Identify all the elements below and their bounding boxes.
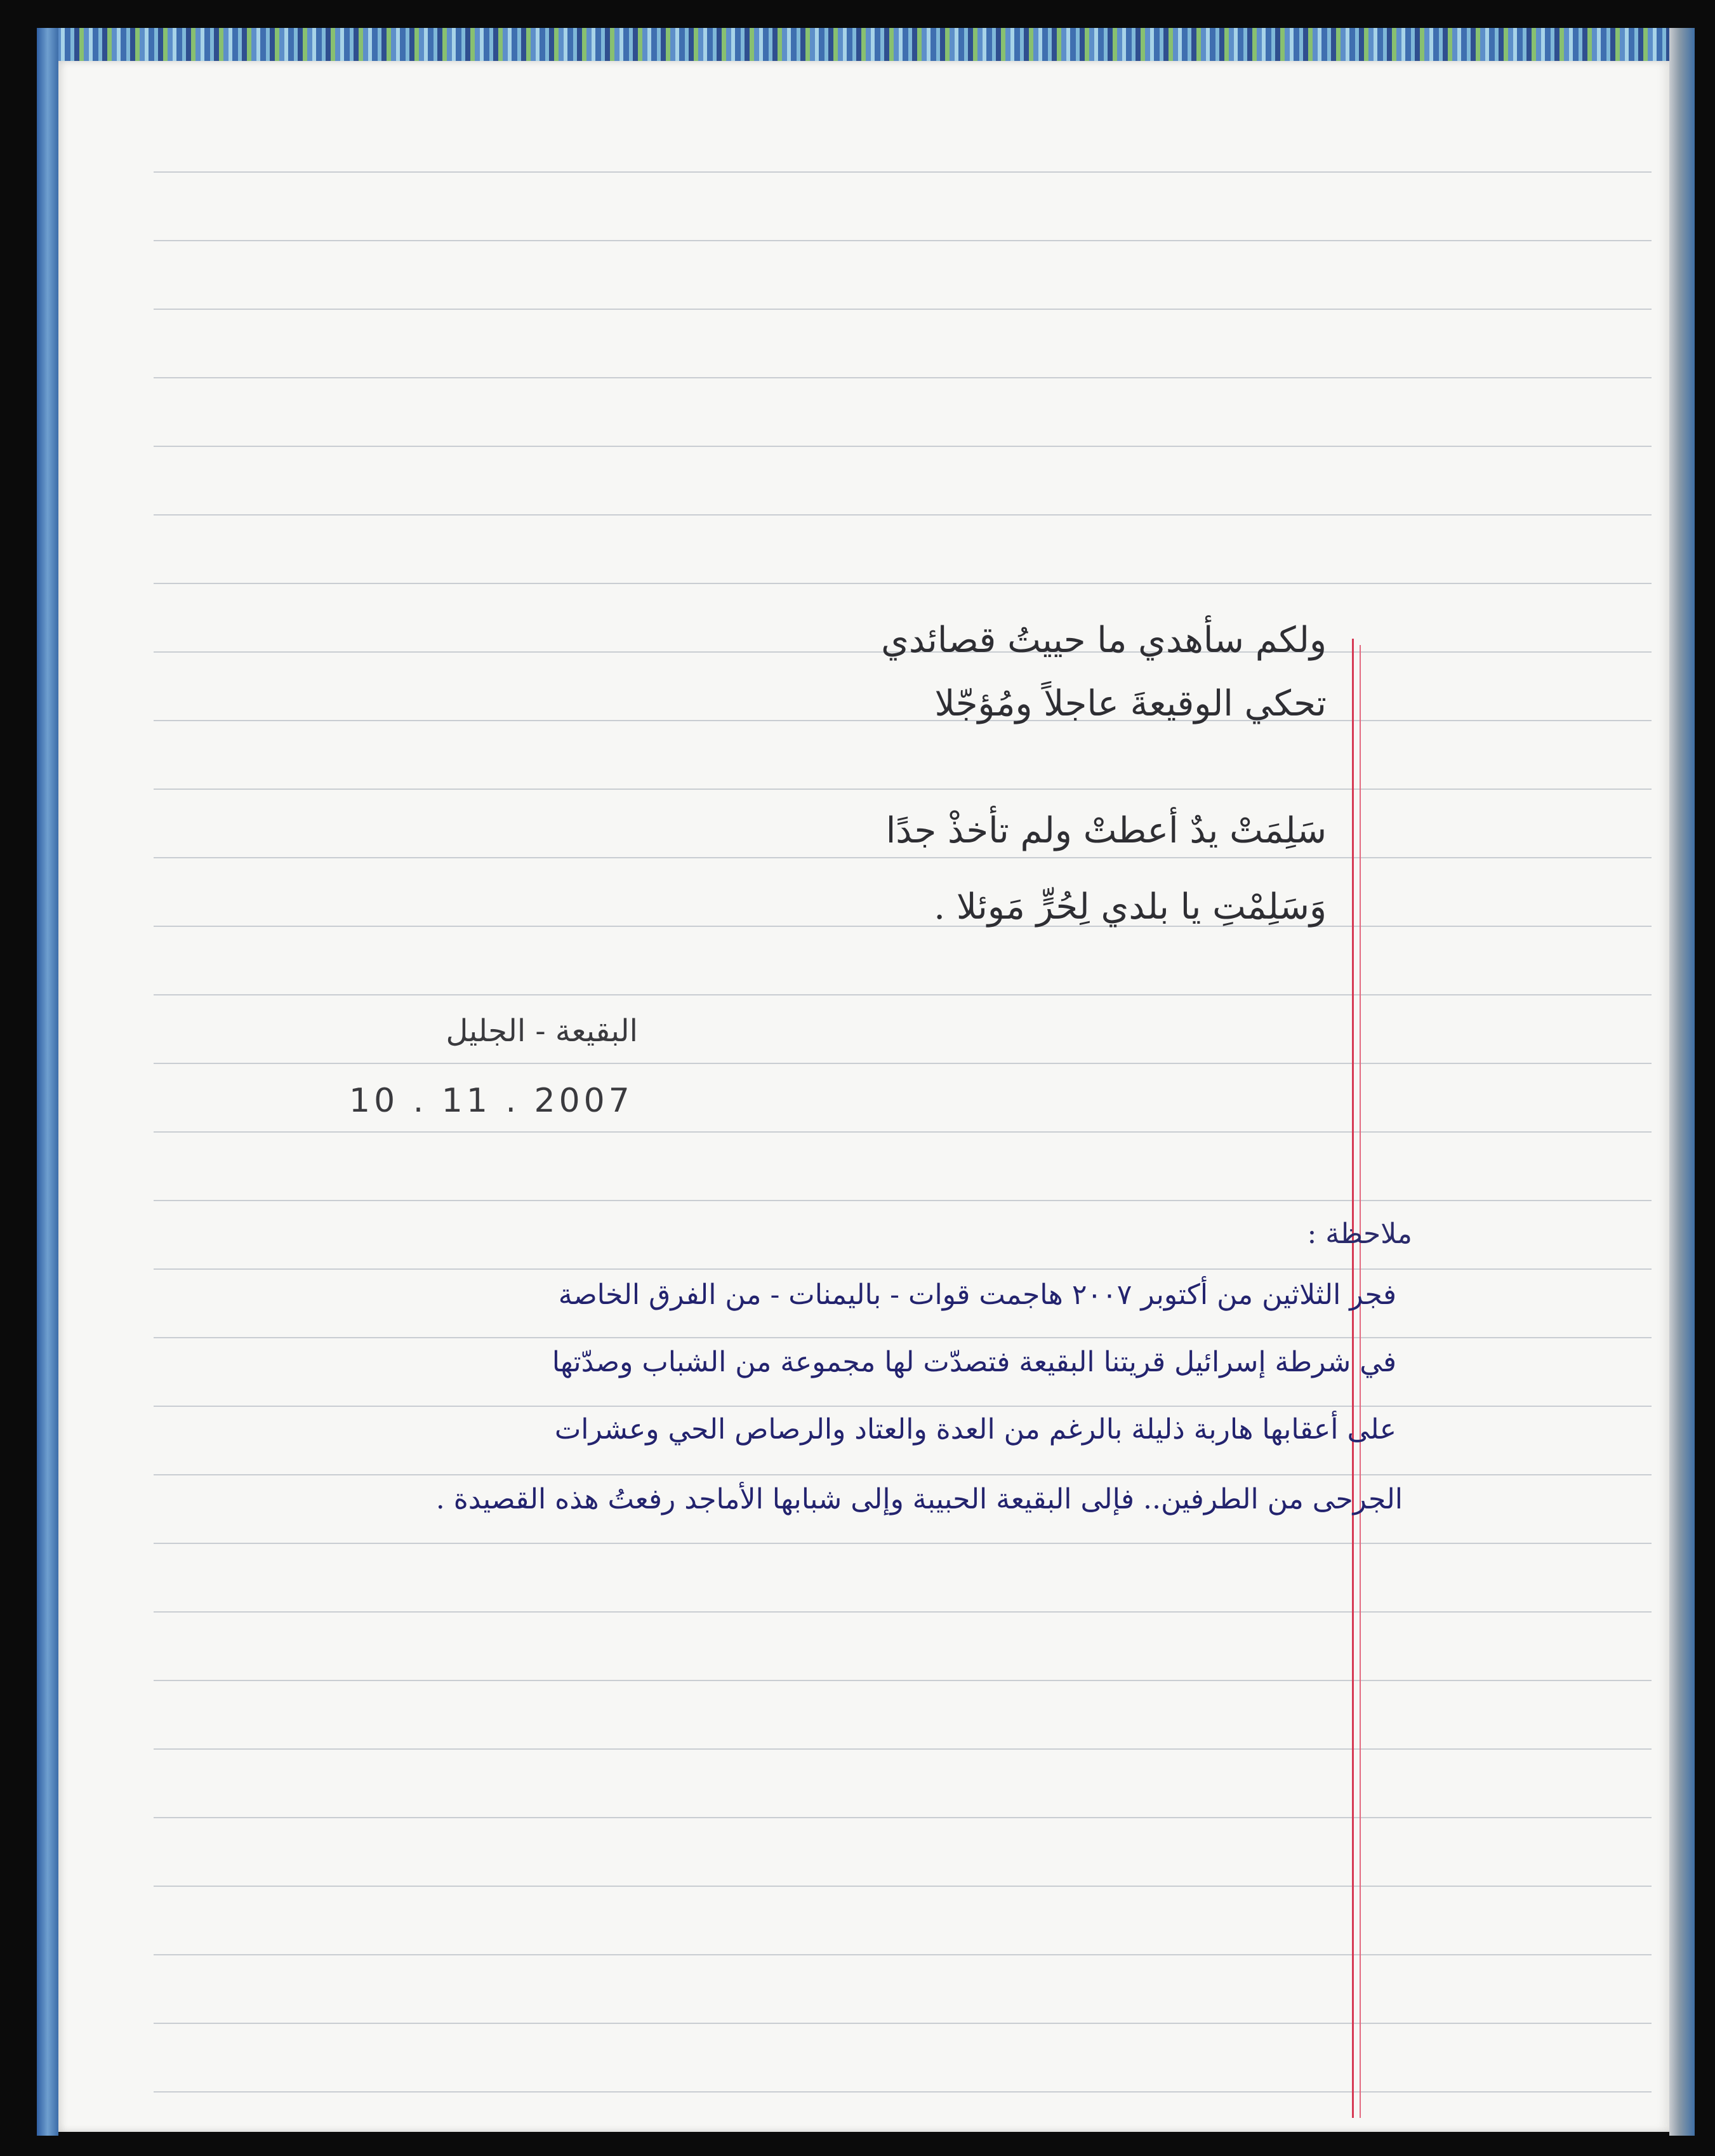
ruled-line [154,994,1652,995]
note-line-4: الجرحى من الطرفين.. فإلى البقيعة الحبيبة وإلى شبابها الأماجد رفعتُ هذه القصيدة . [435,1483,1403,1515]
signature-date: 10 . 11 . 2007 [349,1082,633,1120]
ruled-line [154,514,1652,516]
poem-line-2: تحكي الوقيعةَ عاجلاً ومُؤجّلا [934,683,1327,724]
margin-line-inner [1360,645,1361,2118]
notebook-cover-left-edge [37,28,58,2136]
note-line-1: فجر الثلاثين من أكتوبر ٢٠٠٧ هاجمت قوات - باليمنات - من الفرق الخاصة [558,1279,1396,1311]
note-heading: ملاحظة : [1307,1218,1412,1250]
ruled-line [154,1063,1652,1064]
ruled-line [154,1748,1652,1750]
ruled-line [154,309,1652,310]
ruled-line [154,926,1652,927]
ruled-line [154,1886,1652,1887]
notebook-page [58,61,1669,2132]
poem-line-3: سَلِمَتْ يدٌ أعطتْ ولم تأخذْ جدًا [885,810,1327,851]
ruled-line [154,1200,1652,1201]
ruled-line [154,171,1652,173]
ruled-line [154,857,1652,858]
ruled-line [154,1954,1652,1955]
ruled-line [154,1680,1652,1681]
ruled-line [154,2023,1652,2024]
margin-line [1352,639,1354,2118]
poem-line-1: ولكم سأهدي ما حييتُ قصائدي [881,620,1327,661]
ruled-line [154,720,1652,721]
ruled-line [154,1817,1652,1818]
ruled-line [154,377,1652,378]
notebook-cover-right-edge [1669,28,1695,2136]
ruled-line [154,1268,1652,1270]
ruled-line [154,1543,1652,1544]
poem-line-4: وَسَلِمْتِ يا بلدي لِحُرٍّ مَوئلا . [934,886,1327,928]
note-line-3: على أعقابها هاربة ذليلة بالرغم من العدة والعتاد والرصاص الحي وعشرات [554,1413,1396,1446]
ruled-line [154,1337,1652,1338]
ruled-line [154,1474,1652,1475]
signature-place: البقيعة - الجليل [446,1013,638,1049]
ruled-line [154,1131,1652,1133]
ruled-line [154,789,1652,790]
ruled-line [154,446,1652,447]
ruled-line [154,240,1652,241]
ruled-line [154,1406,1652,1407]
ruled-line [154,2091,1652,2093]
ruled-line [154,1611,1652,1613]
note-line-2: في شرطة إسرائيل قريتنا البقيعة فتصدّت لها مجموعة من الشباب وصدّتها [552,1346,1396,1378]
ruled-line [154,583,1652,584]
